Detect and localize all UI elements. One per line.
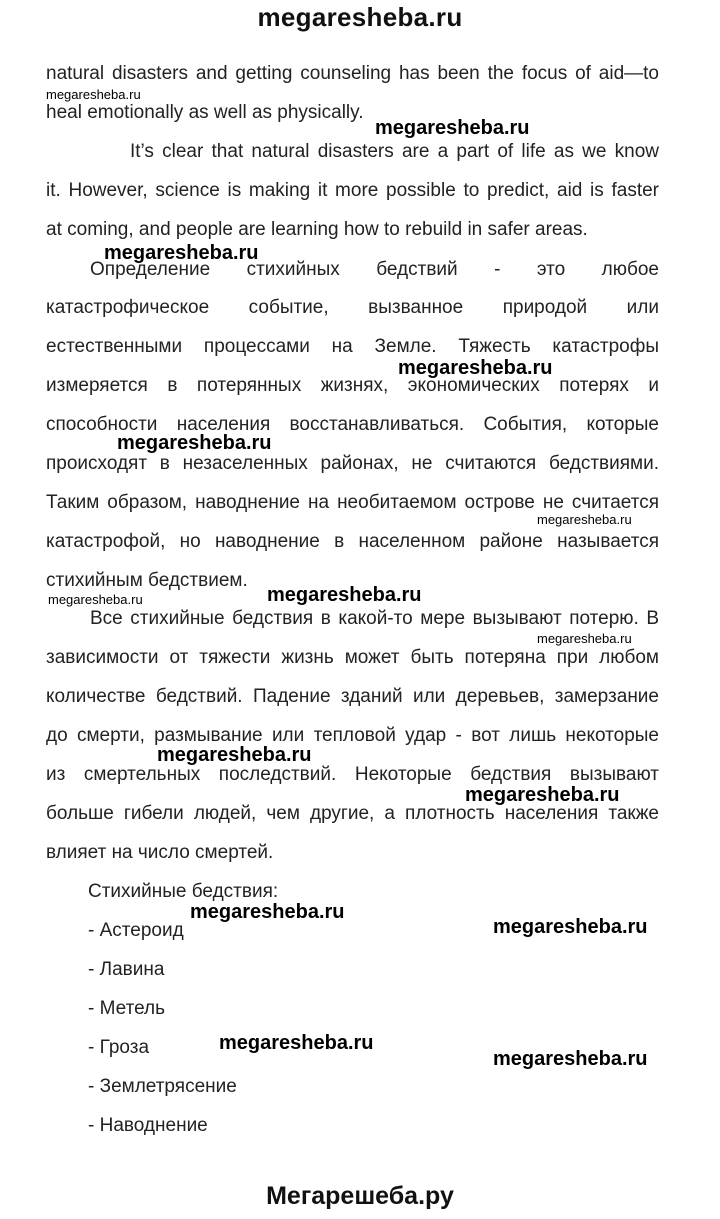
list-title: Стихийные бедствия:	[88, 881, 279, 902]
list-item: - Лавина	[88, 959, 165, 980]
watermark: megaresheba.ru	[537, 631, 632, 646]
watermark: megaresheba.ru	[157, 744, 312, 766]
text-line: из смертельных последствий. Некоторые бедствия вызывают	[46, 764, 659, 785]
watermark: megaresheba.ru	[104, 242, 259, 264]
list-item: - Наводнение	[88, 1115, 208, 1136]
watermark: megaresheba.ru	[48, 592, 143, 607]
text-line: Таким образом, наводнение на необитаемом острове не считается	[46, 492, 659, 513]
list-item: - Метель	[88, 998, 165, 1019]
text-line: способности населения восстанавливаться. События, которые	[46, 414, 659, 435]
list-item: - Гроза	[88, 1037, 150, 1058]
text-line: Определение стихийных бедствий - это любое	[90, 259, 659, 280]
text-line: больше гибели людей, чем другие, а плотность населения также	[46, 803, 659, 824]
text-line: стихийным бедствием.	[46, 570, 248, 591]
watermark: megaresheba.ru	[375, 117, 530, 139]
text-line: natural disasters and getting counseling has been the focus of aid—to	[46, 63, 659, 84]
watermark: megaresheba.ru	[190, 901, 345, 923]
list-item: - Землетрясение	[88, 1076, 237, 1097]
text-line: heal emotionally as well as physically.	[46, 102, 364, 123]
text-line: It’s clear that natural disasters are a part of life as we know	[130, 141, 659, 162]
site-header: megaresheba.ru	[257, 2, 463, 32]
watermark: megaresheba.ru	[219, 1032, 374, 1054]
text-line: at coming, and people are learning how to rebuild in safer areas.	[46, 219, 588, 240]
text-line: естественными процессами на Земле. Тяжесть катастрофы	[46, 336, 659, 357]
watermark: megaresheba.ru	[117, 432, 272, 454]
text-line: катастрофой, но наводнение в населенном районе называется	[46, 531, 659, 552]
text-line: зависимости от тяжести жизнь может быть потеряна при любом	[46, 647, 659, 668]
text-line: влияет на число смертей.	[46, 842, 274, 863]
watermark: megaresheba.ru	[493, 1048, 648, 1070]
text-line: количестве бедствий. Падение зданий или деревьев, замерзание	[46, 686, 659, 707]
text-line: Все стихийные бедствия в какой-то мере вызывают потерю. В	[90, 608, 659, 629]
watermark: megaresheba.ru	[493, 916, 648, 938]
list-item: - Астероид	[88, 920, 184, 941]
text-line: измеряется в потерянных жизнях, экономических потерях и	[46, 375, 659, 396]
site-footer: Мегарешеба.ру	[266, 1182, 454, 1210]
watermark: megaresheba.ru	[398, 357, 553, 379]
text-line: происходят в незаселенных районах, не считаются бедствиями.	[46, 453, 659, 474]
watermark: megaresheba.ru	[465, 784, 620, 806]
text-line: it. However, science is making it more possible to predict, aid is faster	[46, 180, 659, 201]
text-line: до смерти, размывание или тепловой удар - вот лишь некоторые	[46, 725, 659, 746]
watermark: megaresheba.ru	[46, 87, 141, 102]
watermark: megaresheba.ru	[267, 584, 422, 606]
watermark: megaresheba.ru	[537, 512, 632, 527]
text-line: катастрофическое событие, вызванное природой или	[46, 297, 659, 318]
